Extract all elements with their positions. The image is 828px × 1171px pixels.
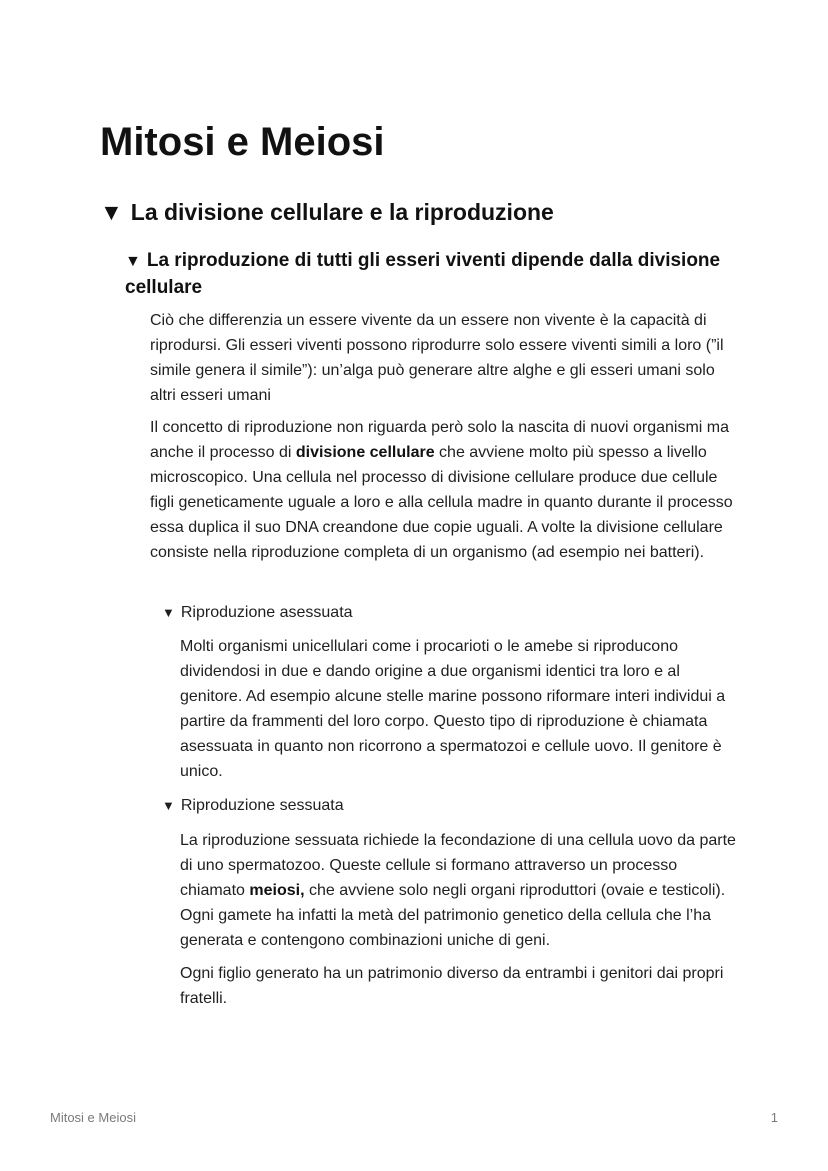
sexual-text-after: che avviene solo negli organi riproduttori (ovaie e testicoli). Ogni gamete ha infatti la metà del patrimonio genetico della cellula che l’ha generata e contengono combinazioni uniche di geni. — [180, 882, 726, 949]
sexual-title: Riproduzione sessuata — [180, 797, 344, 814]
page-title: Mitosi e Meiosi — [100, 120, 385, 164]
division-paragraph — [150, 415, 735, 565]
division-bold-term: divisione cellulare — [295, 444, 435, 461]
toggle-triangle-icon[interactable]: ▼ — [162, 605, 175, 620]
subsection-heading[interactable] — [125, 248, 725, 301]
sexual-paragraph — [180, 828, 740, 953]
page-number: 1 — [770, 1110, 778, 1125]
toggle-triangle-icon[interactable]: ▼ — [100, 199, 123, 225]
subsection-title: La riproduzione di tutti gli esseri viventi dipende dalla divisione cellulare — [125, 250, 721, 298]
asexual-paragraph: Molti organismi unicellulari come i procarioti o le amebe si riproducono dividendosi in due e dando origine a due organismi identici tra loro e al genitore. Ad esempio alcune stelle marine possono riformare interi individui a partire da frammenti del loro corpo. Questo tipo di riproduzione è chiamata asessuata in quanto non ricorrono a spermatozoi e cellule uovo. Il genitore è unico. — [180, 638, 726, 780]
sexual-text-before: La riproduzione sessuata richiede la fecondazione di una cellula uovo da parte di uno spermatozoo. Queste cellule si formano attraverso un processo chiamato — [180, 832, 736, 899]
sexual-toggle[interactable] — [162, 794, 344, 818]
sexual-paragraph-2: Ogni figlio generato ha un patrimonio diverso da entrambi i genitori dai propri fratelli. — [180, 965, 724, 1007]
section-title: La divisione cellulare e la riproduzione — [130, 199, 554, 225]
meiosi-bold-term: meiosi, — [249, 882, 305, 899]
division-text-after: che avviene molto più spesso a livello microscopico. Una cellula nel processo di divisione cellulare produce due cellule figli geneticamente uguale a loro e alla cellula madre in quanto durante il processo essa duplica il suo DNA creandone due copie uguali. A volte la divisione cellulare consiste nella riproduzione completa di un organismo (ad esempio nei batteri). — [150, 444, 733, 561]
asexual-title: Riproduzione asessuata — [180, 604, 353, 621]
toggle-triangle-icon[interactable]: ▼ — [162, 798, 175, 813]
footer-title: Mitosi e Meiosi — [50, 1110, 136, 1125]
intro-paragraph: Ciò che differenzia un essere vivente da un essere non vivente è la capacità di riprodursi. Gli esseri viventi possono riprodurre solo essere viventi simili a loro (”il simile genera il simile”): un’alga può generare altre alghe e gli esseri umani solo altri esseri umani — [150, 312, 724, 404]
toggle-triangle-icon[interactable]: ▼ — [125, 253, 141, 270]
division-text-before: Il concetto di riproduzione non riguarda però solo la nascita di nuovi organismi ma anche il processo di — [150, 419, 729, 461]
section-heading[interactable] — [100, 196, 554, 228]
asexual-toggle[interactable] — [162, 601, 353, 625]
